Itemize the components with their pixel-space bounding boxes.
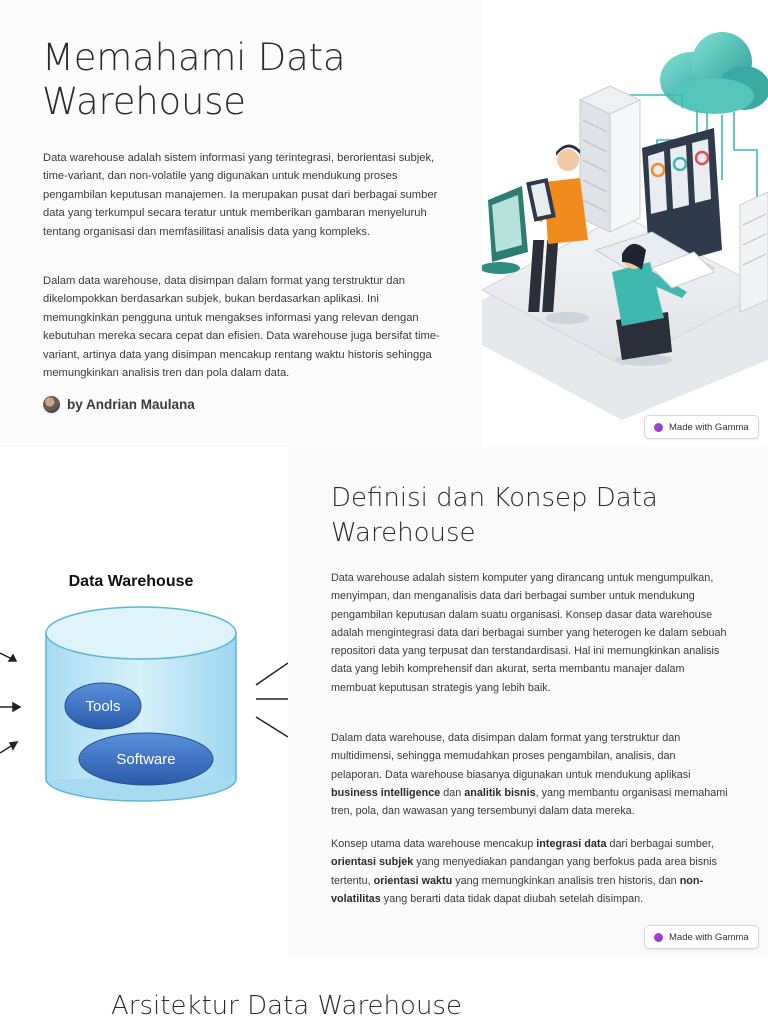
slide1-paragraph-1: Data warehouse adalah sistem informasi yang terintegrasi, berorientasi subjek, time-variant, dan non-volatile yang digunakan untuk mendukung proses pengambilan keputusan manajemen. Ia merupakan pusat dari berbagai sumber data yang terkumpul secara teratur untuk memberikan gambaran menyeluruh tentang organisasi dan memfasilitasi analisis data yang kompleks. bbox=[43, 152, 438, 238]
illustration-svg bbox=[482, 0, 768, 447]
tools-pill bbox=[65, 683, 141, 729]
author-byline[interactable] bbox=[43, 396, 195, 413]
data-warehouse-diagram bbox=[0, 447, 288, 957]
bold-term: analitik bisnis bbox=[464, 786, 536, 799]
bold-term: orientasi waktu bbox=[373, 874, 453, 887]
slide-definisi-dan-konsep bbox=[0, 447, 768, 957]
screen-icon bbox=[482, 186, 528, 274]
bold-term: orientasi subjek bbox=[331, 856, 414, 869]
server-rack-icon bbox=[580, 86, 640, 232]
diagram-title: Data Warehouse bbox=[68, 573, 194, 590]
gamma-logo-icon bbox=[654, 423, 663, 432]
text-run: , yang membantu organisasi memahami tren, pola, dan wawasan yang tersembunyi dalam data mereka. bbox=[331, 786, 728, 818]
bold-term: integrasi data bbox=[536, 838, 607, 850]
slide2-paragraph-3 bbox=[331, 835, 729, 908]
made-with-gamma-badge[interactable] bbox=[644, 925, 759, 949]
author-name: by Andrian Maulana bbox=[67, 397, 195, 412]
diagram-svg bbox=[0, 447, 288, 957]
made-with-gamma-badge[interactable] bbox=[644, 415, 759, 439]
slide-arsitektur bbox=[0, 957, 768, 1024]
text-run: dan bbox=[440, 786, 465, 799]
tools-label: Tools bbox=[85, 698, 121, 715]
avatar bbox=[43, 396, 60, 413]
text-run: yang memungkinkan analisis tren historis, dan bbox=[452, 874, 680, 887]
slide1-paragraph-2: Dalam data warehouse, data disimpan dalam format yang terstruktur dan dikelompokkan berdasarkan subjek, bukan berdasarkan aplikasi. Ini memungkinkan pengguna untuk mengakses informasi yang relevan dengan kebutuhan mereka secara cepat dan efisien. Data warehouse juga bersifat time-variant, artinya data yang disimpan mencakup rentang waktu historis sehingga memungkinkan analisis tren dan pola dalam data. bbox=[43, 275, 440, 380]
slide2-paragraph-2 bbox=[331, 729, 729, 820]
gamma-logo-icon bbox=[654, 933, 663, 942]
slide2-paragraph-1: Data warehouse adalah sistem komputer yang dirancang untuk mengumpulkan, menyimpan, dan menganalisis data dari berbagai sumber untuk mendukung pengambilan keputusan dalam suatu organisasi. Konsep dasar data warehouse adalah mengintegrasi data dari berbagai sumber yang heterogen ke dalam sebuah repositori data yang terpusat dan terstandardisasi. Hal ini memungkinkan analisis data yang lebih komprehensif dan akurat, serta membantu manajer dalam membuat keputusan strategis yang lebih baik. bbox=[331, 572, 727, 694]
text-run: Konsep utama data warehouse mencakup bbox=[331, 838, 537, 850]
badge-label: Made with Gamma bbox=[669, 421, 749, 433]
cloud-icon bbox=[660, 32, 768, 114]
software-label: Software bbox=[116, 751, 176, 768]
slide1-text-panel bbox=[0, 0, 482, 447]
incoming-arrows bbox=[0, 653, 20, 753]
text-run: dari berbagai sumber, bbox=[606, 838, 714, 850]
bold-term: business intelligence bbox=[331, 786, 441, 799]
text-run: yang berarti data tidak dapat diubah setelah disimpan. bbox=[380, 892, 644, 905]
server-rack-icon bbox=[740, 192, 768, 312]
text-run: yang menyediakan pandangan yang berfokus pada area bisnis tertentu, bbox=[331, 856, 717, 887]
text-run: Dalam data warehouse, data disimpan dalam format yang terstruktur dan multidimensi, sehingga memudahkan proses pengambilan, analisis, dan pelaporan. Data warehouse biasanya digunakan untuk mendukung aplikasi bbox=[331, 732, 691, 781]
slide1-title: Memahami Data Warehouse bbox=[42, 36, 346, 123]
software-pill bbox=[79, 733, 213, 785]
slide3-title: Arsitektur Data Warehouse bbox=[111, 991, 462, 1021]
slide2-title: Definisi dan Konsep Data Warehouse bbox=[331, 483, 658, 548]
badge-label: Made with Gamma bbox=[669, 931, 749, 943]
isometric-illustration bbox=[482, 0, 768, 447]
slide-memahami-data-warehouse bbox=[0, 0, 768, 447]
outgoing-lines bbox=[256, 663, 288, 737]
bold-term: non-volatilitas bbox=[331, 874, 704, 905]
